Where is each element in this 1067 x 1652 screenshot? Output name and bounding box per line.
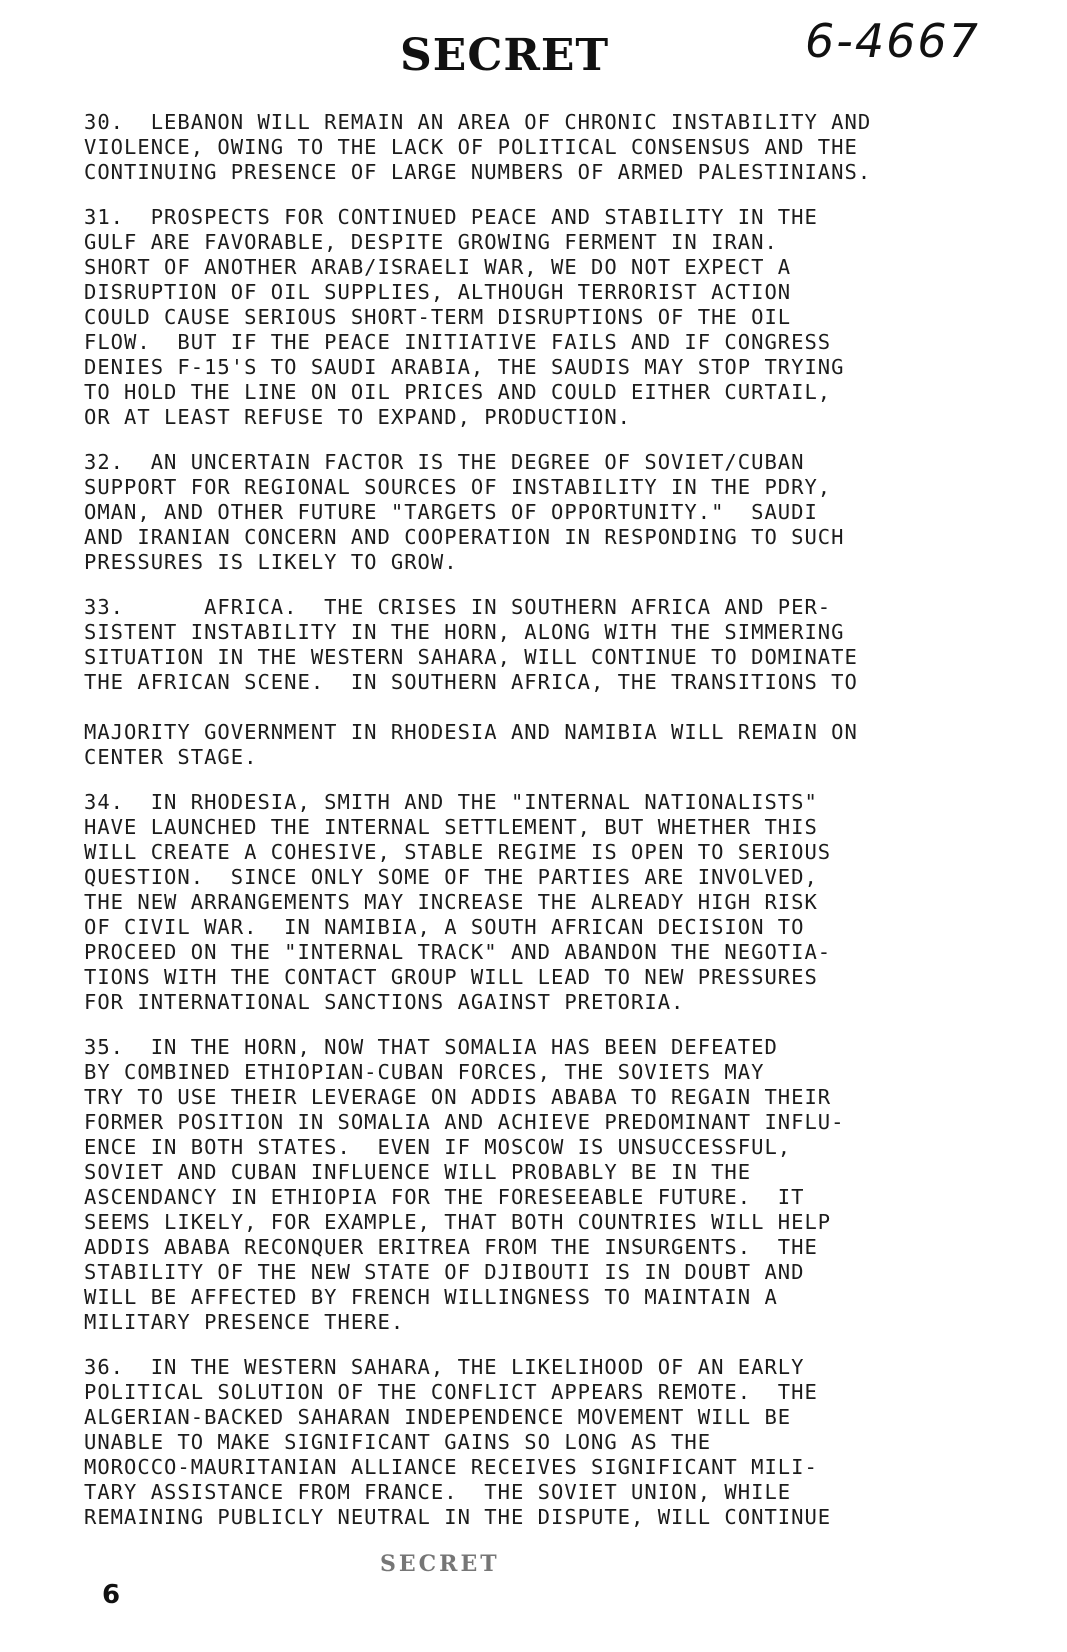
- paragraph-34: 34. IN RHODESIA, SMITH AND THE "INTERNAL NATIONALISTS" HAVE LAUNCHED THE INTERNAL SETTLEMENT, BUT WHETHER THIS WILL CREATE A COHESIVE, STABLE REGIME IS OPEN TO SERIOUS QUESTION. SINCE ONLY SOME OF THE PARTIES ARE INVOLVED, THE NEW ARRANGEMENTS MAY INCREASE THE ALREADY HIGH RISK OF CIVIL WAR. IN NAMIBIA, A SOUTH AFRICAN DECISION TO PROCEED ON THE "INTERNAL TRACK" AND ABANDON THE NEGOTIA- TIONS WITH THE CONTACT GROUP WILL LEAD TO NEW PRESSURES FOR INTERNATIONAL SANCTIONS AGAINST PRETORIA.: [84, 790, 832, 1014]
- handwritten-document-number: 6-4667: [805, 14, 980, 68]
- paragraph-32: 32. AN UNCERTAIN FACTOR IS THE DEGREE OF SOVIET/CUBAN SUPPORT FOR REGIONAL SOURCES OF INSTABILITY IN THE PDRY, OMAN, AND OTHER FUTURE "TARGETS OF OPPORTUNITY." SAUDI AND IRANIAN CONCERN AND COOPERATION IN RESPONDING TO SUCH PRESSURES IS LIKELY TO GROW.: [84, 450, 845, 574]
- paragraph-35: 35. IN THE HORN, NOW THAT SOMALIA HAS BEEN DEFEATED BY COMBINED ETHIOPIAN-CUBAN FORCES, THE SOVIETS MAY TRY TO USE THEIR LEVERAGE ON ADDIS ABABA TO REGAIN THEIR FORMER POSITION IN SOMALIA AND ACHIEVE PREDOMINANT INFLU- ENCE IN BOTH STATES. EVEN IF MOSCOW IS UNSUCCESSFUL, SOVIET AND CUBAN INFLUENCE WILL PROBABLY BE IN THE ASCENDANCY IN ETHIOPIA FOR THE FORESEEABLE FUTURE. IT SEEMS LIKELY, FOR EXAMPLE, THAT BOTH COUNTRIES WILL HELP ADDIS ABABA RECONQUER ERITREA FROM THE INSURGENTS. THE STABILITY OF THE NEW STATE OF DJIBOUTI IS IN DOUBT AND WILL BE AFFECTED BY FRENCH WILLINGNESS TO MAINTAIN A MILITARY PRESENCE THERE.: [84, 1035, 845, 1334]
- paragraph-33: 33. AFRICA. THE CRISES IN SOUTHERN AFRICA AND PER- SISTENT INSTABILITY IN THE HORN, ALONG WITH THE SIMMERING SITUATION IN THE WESTERN SAHARA, WILL CONTINUE TO DOMINATE THE AFRICAN SCENE. IN SOUTHERN AFRICA, THE TRANSITIONS TO MAJORITY GOVERNMENT IN RHODESIA AND NAMIBIA WILL REMAIN ON CENTER STAGE.: [84, 595, 858, 769]
- classification-marking-top: SECRET: [400, 30, 610, 81]
- classification-marking-bottom: SECRET: [380, 1551, 500, 1577]
- page-number: 6: [102, 1580, 121, 1610]
- document-body: [84, 110, 1004, 1550]
- paragraph-31: 31. PROSPECTS FOR CONTINUED PEACE AND STABILITY IN THE GULF ARE FAVORABLE, DESPITE GROWING FERMENT IN IRAN. SHORT OF ANOTHER ARAB/ISRAELI WAR, WE DO NOT EXPECT A DISRUPTION OF OIL SUPPLIES, ALTHOUGH TERRORIST ACTION COULD CAUSE SERIOUS SHORT-TERM DISRUPTIONS OF THE OIL FLOW. BUT IF THE PEACE INITIATIVE FAILS AND IF CONGRESS DENIES F-15'S TO SAUDI ARABIA, THE SAUDIS MAY STOP TRYING TO HOLD THE LINE ON OIL PRICES AND COULD EITHER CURTAIL, OR AT LEAST REFUSE TO EXPAND, PRODUCTION.: [84, 205, 845, 429]
- paragraph-30: 30. LEBANON WILL REMAIN AN AREA OF CHRONIC INSTABILITY AND VIOLENCE, OWING TO THE LACK OF POLITICAL CONSENSUS AND THE CONTINUING PRESENCE OF LARGE NUMBERS OF ARMED PALESTINIANS.: [84, 110, 872, 184]
- paragraph-36: 36. IN THE WESTERN SAHARA, THE LIKELIHOOD OF AN EARLY POLITICAL SOLUTION OF THE CONFLICT APPEARS REMOTE. THE ALGERIAN-BACKED SAHARAN INDEPENDENCE MOVEMENT WILL BE UNABLE TO MAKE SIGNIFICANT GAINS SO LONG AS THE MOROCCO-MAURITANIAN ALLIANCE RECEIVES SIGNIFICANT MILI- TARY ASSISTANCE FROM FRANCE. THE SOVIET UNION, WHILE REMAINING PUBLICLY NEUTRAL IN THE DISPUTE, WILL CONTINUE: [84, 1355, 832, 1529]
